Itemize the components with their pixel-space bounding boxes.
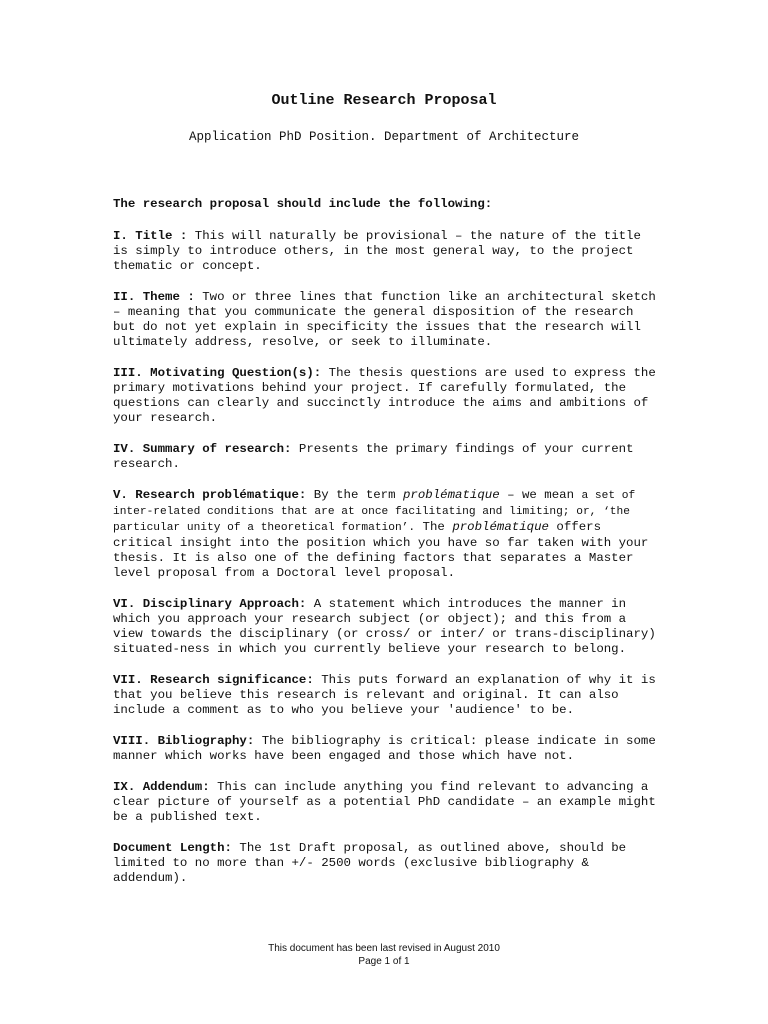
section-text: The 1st Draft proposal, as outlined above, should be limited to no more than +/- 2500 words (exclusive bibliography & addendum). <box>113 841 627 885</box>
section-summary <box>113 442 661 472</box>
footer-revised-note: This document has been last revised in August 2010 <box>268 943 500 954</box>
section-text: Presents the primary findings of your current research. <box>113 442 634 471</box>
section-heading: Document Length: <box>113 841 232 855</box>
section-text-small: a set of inter-related conditions that are at once facilitating and limiting; or, ‘the particular unity of a theoretical formation’. <box>113 490 636 534</box>
section-text: The <box>415 520 453 534</box>
section-motivating-questions <box>113 366 661 426</box>
section-heading: V. Research problématique: <box>113 488 307 502</box>
section-text: The bibliography is critical: please indicate in some manner which works have been engaged and those which have not. <box>113 734 656 763</box>
section-text: – we mean <box>499 488 582 502</box>
section-heading: VII. Research significance: <box>113 673 314 687</box>
intro-text: The research proposal should include the following: <box>113 197 493 211</box>
page-subtitle: Application PhD Position. Department of Architecture <box>188 130 580 144</box>
section-problematique <box>113 488 661 581</box>
section-theme <box>113 290 661 350</box>
section-addendum <box>113 780 661 825</box>
footer-page-number: Page 1 of 1 <box>358 956 410 967</box>
section-text: A statement which introduces the manner in which you approach your research subject (or object); and this from a view towards the disciplinary (or cross/ or inter/ or trans-disciplinary) situated-ness in which you currently believe your research to belong. <box>113 597 656 656</box>
section-text: The thesis questions are used to express the primary motivations behind your project. If carefully formulated, the questions can clearly and succinctly introduce the aims and ambitions of your research. <box>113 366 656 425</box>
section-text: Two or three lines that function like an architectural sketch – meaning that you communicate the general disposition of the research but do not yet explain in specificity the issues that the research will ultimately address, resolve, or seek to illuminate. <box>113 290 656 349</box>
section-research-significance <box>113 673 661 718</box>
section-title <box>113 229 661 274</box>
emphasis-term: problématique <box>452 520 549 534</box>
section-text: offers critical insight into the position which you have so far taken with your thesis. It is also one of the defining factors that separates a Master level proposal from a Doctoral level proposal. <box>113 520 649 580</box>
section-bibliography <box>113 734 661 764</box>
section-heading: I. Title : <box>113 229 188 243</box>
page-title: Outline Research Proposal <box>271 92 497 109</box>
section-heading: III. Motivating Question(s): <box>113 366 322 380</box>
section-text: This will naturally be provisional – the nature of the title is simply to introduce others, in the most general way, to the project thematic or concept. <box>113 229 641 273</box>
section-text: By the term <box>306 488 403 502</box>
section-heading: IX. Addendum: <box>113 780 210 794</box>
section-heading: IV. Summary of research: <box>113 442 292 456</box>
section-disciplinary-approach <box>113 597 661 657</box>
section-heading: II. Theme : <box>113 290 195 304</box>
emphasis-term: problématique <box>403 488 500 502</box>
section-text: This puts forward an explanation of why it is that you believe this research is relevant and original. It can also include a comment as to who you believe your 'audience' to be. <box>113 673 656 717</box>
section-document-length <box>113 841 661 886</box>
document-body <box>113 197 661 902</box>
section-heading: VI. Disciplinary Approach: <box>113 597 307 611</box>
section-text: This can include anything you find relevant to advancing a clear picture of yourself as a potential PhD candidate – an example might be a published text. <box>113 780 656 824</box>
section-heading: VIII. Bibliography: <box>113 734 255 748</box>
